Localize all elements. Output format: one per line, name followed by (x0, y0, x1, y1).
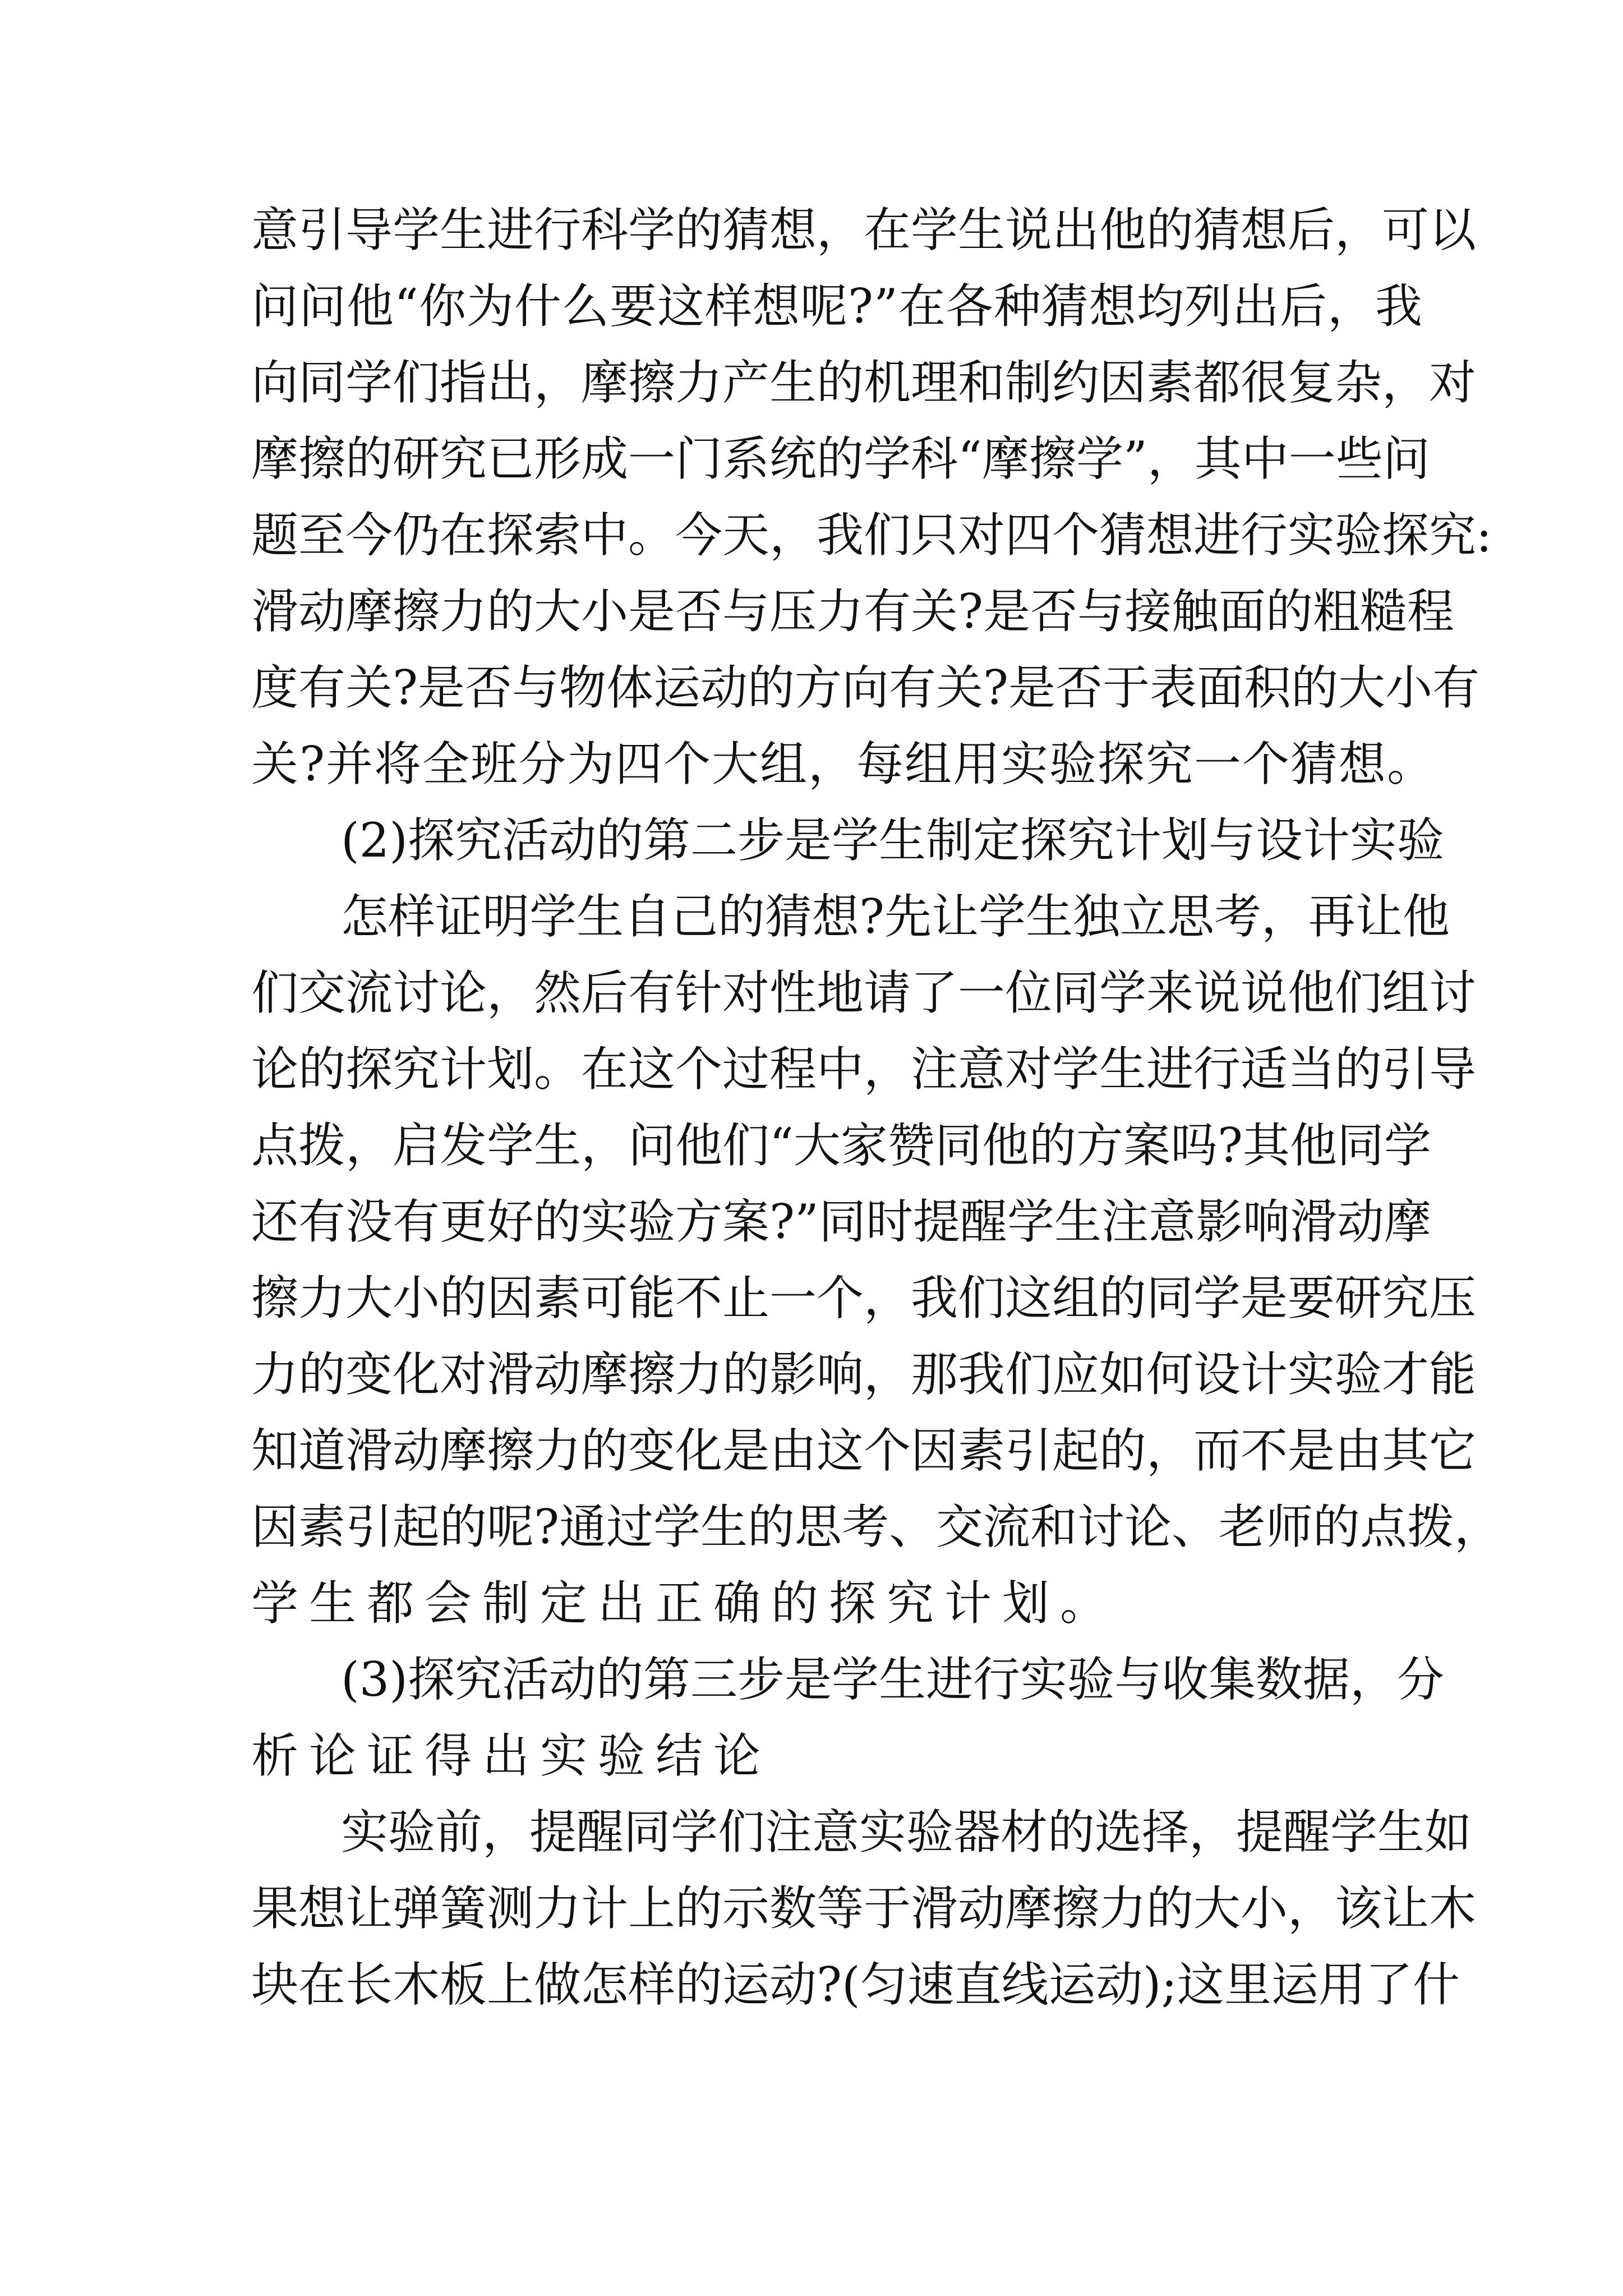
text-line-19: 学生都会制定出正确的探究计划。 (251, 1576, 1118, 1631)
text-line-3: 向同学们指出，摩擦力产生的机理和制约因素都很复杂，对 (251, 355, 1477, 410)
text-line-5: 题至今仍在探索中。今天，我们只对四个猜想进行实验探究: (251, 508, 1492, 563)
text-line-6: 滑动摩擦力的大小是否与压力有关?是否与接触面的粗糙程 (251, 584, 1455, 639)
text-line-10: 怎样证明学生自己的猜想?先让学生独立思考，再让他 (341, 889, 1450, 944)
section-heading-3: (3)探究活动的第三步是学生进行实验与收集数据，分 (341, 1652, 1444, 1707)
text-line-17: 知道滑动摩擦力的变化是由这个因素引起的，而不是由其它 (251, 1423, 1477, 1478)
text-line-11: 们交流讨论，然后有针对性地请了一位同学来说说他们组讨 (251, 965, 1477, 1020)
section-heading-3-cont: 析论证得出实验结论 (251, 1728, 772, 1783)
text-line-24: 块在长木板上做怎样的运动?(匀速直线运动);这里运用了什 (251, 1957, 1460, 2012)
text-line-13: 点拨，启发学生，问他们“大家赞同他的方案吗?其他同学 (251, 1118, 1431, 1173)
text-line-4: 摩擦的研究已形成一门系统的学科“摩擦学”，其中一些问 (251, 431, 1430, 486)
text-line-16: 力的变化对滑动摩擦力的影响，那我们应如何设计实验才能 (251, 1347, 1477, 1402)
text-line-2: 问问他“你为什么要这样想呢?”在各种猜想均列出后，我 (251, 279, 1423, 334)
text-line-14: 还有没有更好的实验方案?”同时提醒学生注意影响滑动摩 (251, 1194, 1431, 1249)
text-line-22: 实验前，提醒同学们注意实验器材的选择，提醒学生如 (341, 1805, 1472, 1860)
text-line-1: 意引导学生进行科学的猜想，在学生说出他的猜想后，可以 (251, 203, 1477, 257)
text-line-15: 擦力大小的因素可能不止一个，我们这组的同学是要研究压 (251, 1271, 1477, 1326)
text-line-18: 因素引起的呢?通过学生的思考、交流和讨论、老师的点拨， (251, 1499, 1502, 1554)
text-line-8: 关?并将全班分为四个大组，每组用实验探究一个猜想。 (251, 737, 1436, 792)
section-heading-2: (2)探究活动的第二步是学生制定探究计划与设计实验 (341, 813, 1444, 868)
text-line-12: 论的探究计划。在这个过程中，注意对学生进行适当的引导 (251, 1042, 1477, 1097)
text-line-23: 果想让弹簧测力计上的示数等于滑动摩擦力的大小，该让木 (251, 1881, 1477, 1936)
text-line-7: 度有关?是否与物体运动的方向有关?是否于表面积的大小有 (251, 660, 1480, 715)
